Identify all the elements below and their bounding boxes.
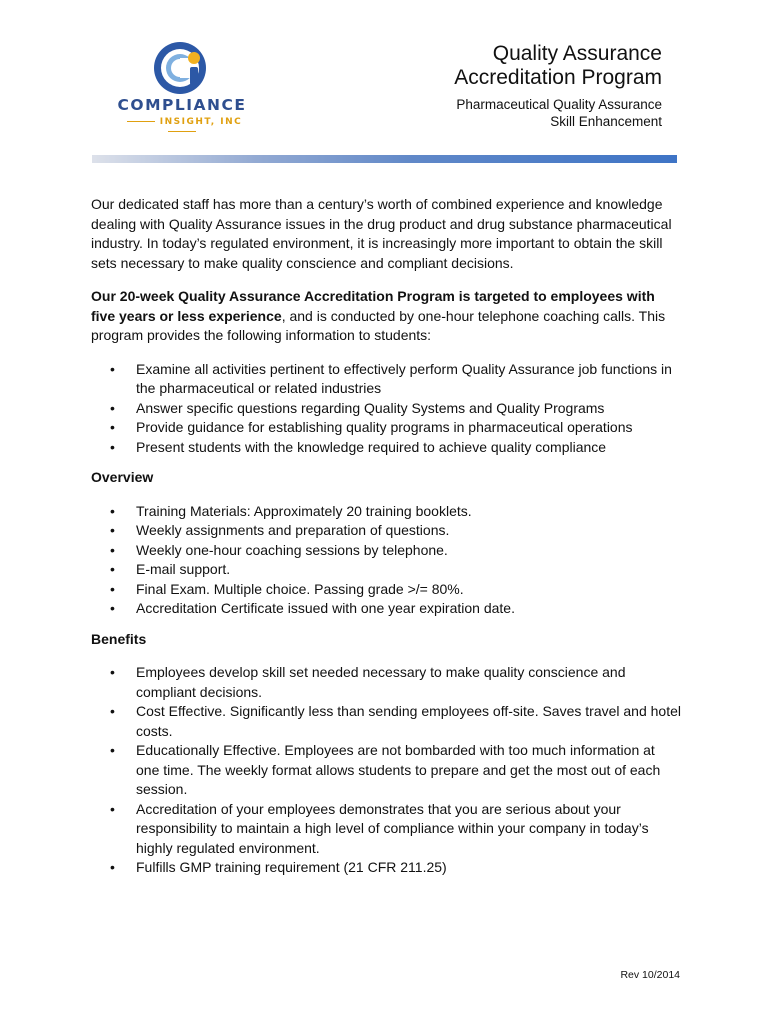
document-title-line-2: Accreditation Program	[454, 66, 662, 89]
company-logo	[112, 40, 252, 135]
program-paragraph	[91, 287, 681, 346]
overview-list	[91, 502, 681, 619]
logo-wordmark: COMPLIANCE	[117, 96, 247, 114]
document-subtitle-line-2: Skill Enhancement	[550, 114, 662, 129]
list-item: • Training Materials: Approximately 20 training booklets.	[136, 502, 681, 522]
list-item: • Present students with the knowledge required to achieve quality compliance	[136, 438, 681, 458]
program-paragraph-rest: , and is conducted by one-hour telephone coaching calls. This program provides the following information to students:	[91, 307, 666, 343]
revision-footer: Rev 10/2014	[620, 969, 680, 981]
document-title-line-1: Quality Assurance	[492, 42, 662, 65]
list-item: • Final Exam. Multiple choice. Passing grade >/= 80%.	[136, 580, 681, 600]
overview-heading: Overview	[91, 469, 154, 485]
list-item: • Examine all activities pertinent to effectively perform Quality Assurance job functions in the pharmaceutical or related industries	[136, 360, 681, 399]
list-item: • Educationally Effective. Employees are not bombarded with too much information at one time. The weekly format allows students to prepare and get the most out of each session.	[136, 741, 681, 800]
intro-paragraph: Our dedicated staff has more than a century’s worth of combined experience and knowledge dealing with Quality Assurance issues in the drug product and drug substance pharmaceutical industry. In today’s regulated environment, it is increasingly more important to obtain the skill sets necessary to make quality conscience and compliant decisions.	[91, 196, 672, 271]
benefits-list	[91, 663, 681, 878]
document-header	[454, 42, 662, 130]
document-subtitle-line-1: Pharmaceutical Quality Assurance	[456, 97, 662, 112]
logo-subline: INSIGHT, INC	[112, 117, 252, 137]
list-item: • E-mail support.	[136, 560, 681, 580]
program-list	[91, 360, 681, 458]
list-item: • Weekly assignments and preparation of questions.	[136, 521, 681, 541]
compliance-logo-icon	[150, 40, 214, 96]
list-item: • Provide guidance for establishing quality programs in pharmaceutical operations	[136, 418, 681, 438]
benefits-heading: Benefits	[91, 630, 147, 647]
header-divider	[92, 155, 677, 163]
list-item: • Answer specific questions regarding Quality Systems and Quality Programs	[136, 399, 681, 419]
list-item: • Accreditation Certificate issued with one year expiration date.	[136, 599, 681, 619]
list-item: • Employees develop skill set needed necessary to make quality conscience and compliant decisions.	[136, 663, 681, 702]
list-item: • Cost Effective. Significantly less than sending employees off-site. Saves travel and hotel costs.	[136, 702, 681, 741]
list-item: • Accreditation of your employees demonstrates that you are serious about your responsibility to maintain a high level of compliance within your company in today’s highly regulated environment.	[136, 800, 681, 859]
list-item: • Fulfills GMP training requirement (21 CFR 211.25)	[136, 858, 681, 878]
list-item: • Weekly one-hour coaching sessions by telephone.	[136, 541, 681, 561]
document-body	[91, 195, 681, 889]
program-paragraph-bold: Our 20-week Quality Assurance Accreditation Program is targeted to employees with five years or less experience	[91, 288, 655, 324]
